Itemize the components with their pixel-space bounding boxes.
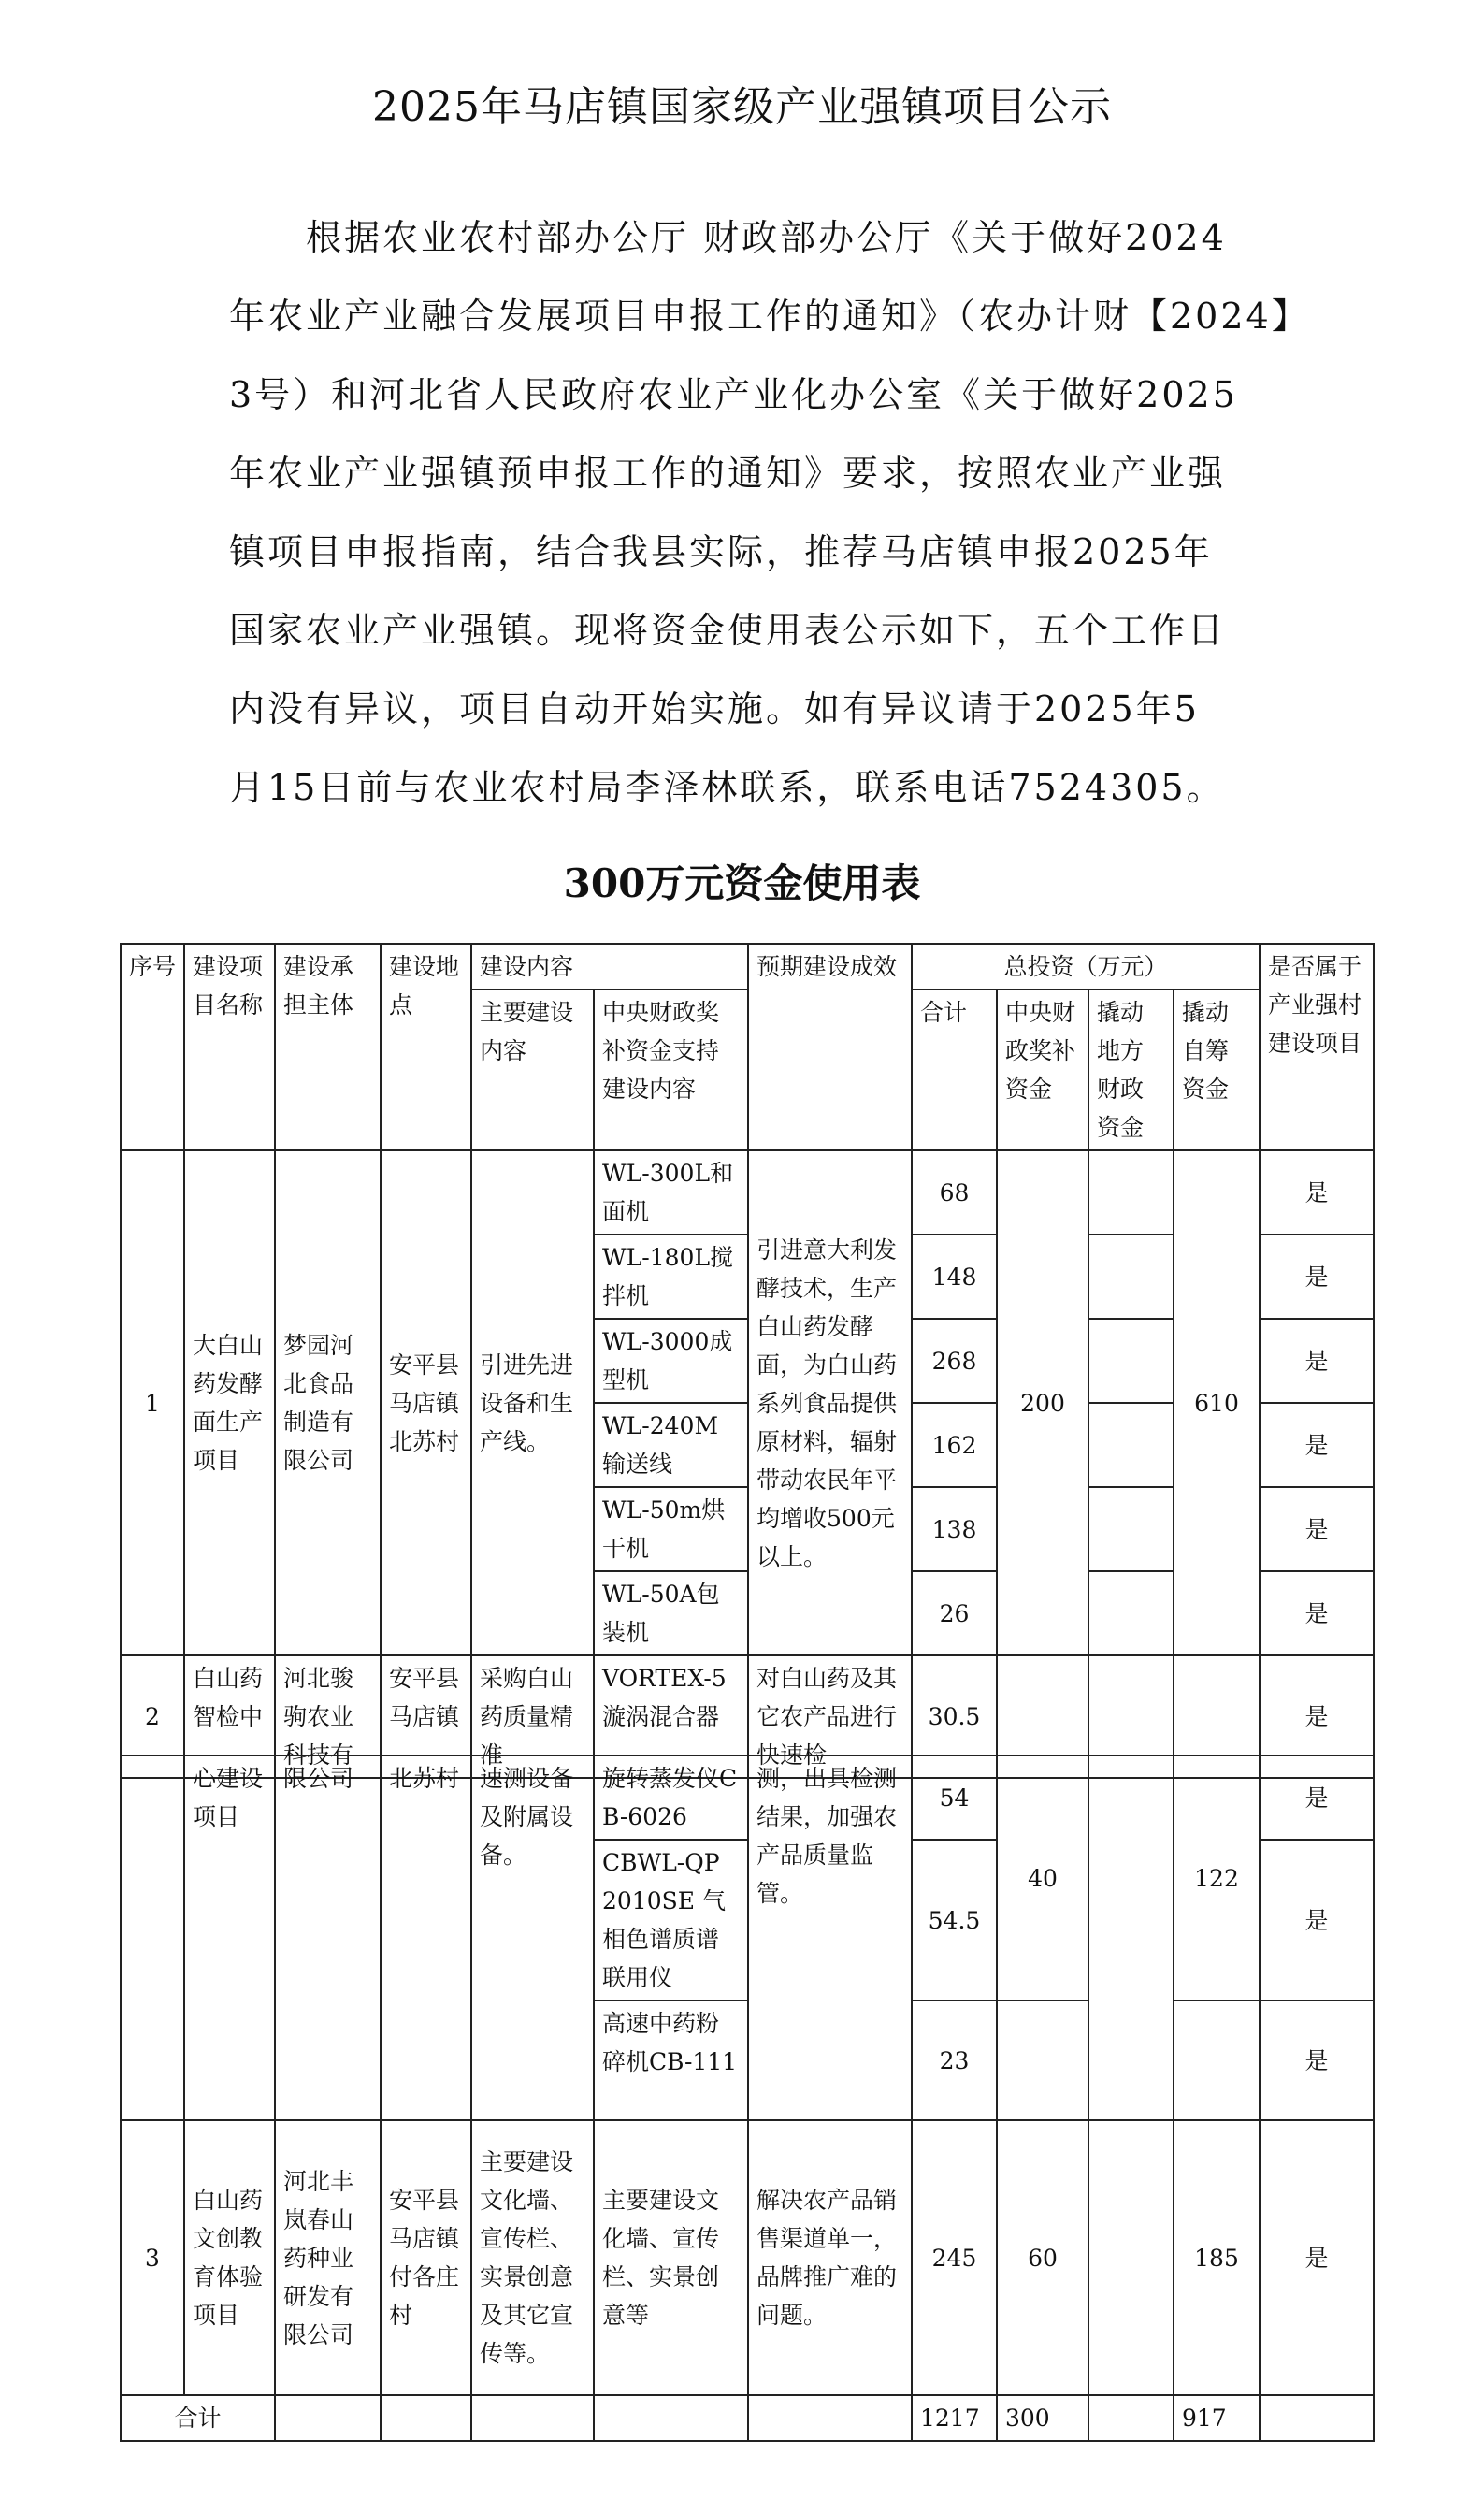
header-seq: 序号 — [121, 944, 184, 1150]
p2-main-content: 采购白山药质量精准 — [471, 1655, 594, 1778]
p2-item-subtotal: 54 — [912, 1755, 997, 1840]
p1-item-strong: 是 — [1260, 1571, 1374, 1655]
p1-item-content: WL-240M输送线 — [594, 1403, 748, 1487]
p1-self-funds: 610 — [1174, 1150, 1260, 1655]
notice-paragraph — [229, 198, 1310, 827]
p1-item-strong: 是 — [1260, 1150, 1374, 1235]
p2-name: 白山药智检中 — [184, 1655, 275, 1778]
p2-item-strong: 是 — [1260, 1840, 1374, 2001]
header-project-name: 建设项目名称 — [184, 944, 275, 1150]
p2-item-subtotal: 23 — [912, 2001, 997, 2120]
p1-main-content: 引进先进设备和生产线。 — [471, 1150, 594, 1655]
p1-local-funds — [1088, 1487, 1174, 1571]
p1-local-funds — [1088, 1150, 1174, 1235]
total-strong — [1260, 2395, 1374, 2441]
header-location: 建设地点 — [381, 944, 471, 1150]
header-total-investment: 总投资（万元） — [912, 944, 1260, 990]
paragraph-line: 根据农业农村部办公厅 财政部办公厅《关于做好2024 — [306, 217, 1227, 258]
p1-central-funds: 200 — [997, 1150, 1088, 1655]
table-title: 300万元资金使用表 — [563, 860, 921, 906]
total-subtotal: 1217 — [912, 2395, 997, 2441]
p1-item-strong: 是 — [1260, 1403, 1374, 1487]
p2-local-funds — [1088, 1755, 1174, 2120]
p1-seq: 1 — [121, 1150, 184, 1655]
p2-location: 安平县马店镇 — [381, 1655, 471, 1778]
p3-name: 白山药文创教育体验项目 — [184, 2120, 275, 2395]
p3-strong: 是 — [1260, 2120, 1374, 2395]
p1-undertaker: 梦园河北食品制造有限公司 — [275, 1150, 381, 1655]
funding-table-part1 — [120, 943, 1375, 1779]
p1-local-funds — [1088, 1319, 1174, 1403]
p2-item-subtotal: 54.5 — [912, 1840, 997, 2001]
header-content: 建设内容 — [471, 944, 748, 990]
p3-subtotal: 245 — [912, 2120, 997, 2395]
paragraph-line: 年农业产业强镇预申报工作的通知》要求，按照农业产业强 — [229, 453, 1227, 494]
p2-item-strong: 是 — [1260, 1755, 1374, 1840]
header-self-funds: 撬动自筹资金 — [1174, 990, 1260, 1150]
header-strong-village: 是否属于产业强村建设项目 — [1260, 944, 1374, 1150]
p3-main-content: 主要建设文化墙、宣传栏、实景创意及其它宣传等。 — [471, 2120, 594, 2395]
paragraph-line: 镇项目申报指南，结合我县实际，推荐马店镇申报2025年 — [229, 531, 1213, 572]
paragraph-line: 国家农业产业强镇。现将资金使用表公示如下，五个工作日 — [229, 610, 1227, 651]
p1-item-subtotal: 26 — [912, 1571, 997, 1655]
p1-item-content: WL-3000成型机 — [594, 1319, 748, 1403]
paragraph-line: 年农业产业融合发展项目申报工作的通知》（农办计财【2024】 — [229, 296, 1310, 337]
p2-undertaker: 河北骏驹农业科技有 — [275, 1655, 381, 1778]
total-self-funds: 917 — [1174, 2395, 1260, 2441]
p1-local-funds — [1088, 1235, 1174, 1319]
p1-local-funds — [1088, 1403, 1174, 1487]
p2-item-strong: 是 — [1260, 1655, 1374, 1778]
p3-central-content: 主要建设文化墙、宣传栏、实景创意等 — [594, 2120, 748, 2395]
p1-item-subtotal: 268 — [912, 1319, 997, 1403]
p2-item-content: VORTEX-5漩涡混合器 — [594, 1655, 748, 1778]
p1-item-subtotal: 68 — [912, 1150, 997, 1235]
p2-central-funds-tail — [997, 2001, 1088, 2120]
funding-table-part2 — [120, 1755, 1375, 2442]
paragraph-line: 内没有异议，项目自动开始实施。如有异议请于2025年5 — [229, 688, 1200, 730]
total-label: 合计 — [121, 2395, 275, 2441]
p2-expected-cont: 测，出具检测结果，加强农产品质量监管。 — [748, 1755, 912, 2120]
p3-undertaker: 河北丰岚春山药种业研发有限公司 — [275, 2120, 381, 2395]
p2-central-funds: 40 — [997, 1755, 1088, 2001]
p2-undertaker-cont: 限公司 — [275, 1755, 381, 2120]
header-expected: 预期建设成效 — [748, 944, 912, 1150]
total-empty — [594, 2395, 748, 2441]
p1-name: 大白山药发酵面生产项目 — [184, 1150, 275, 1655]
paragraph-line: 月15日前与农业农村局李泽林联系，联系电话7524305。 — [229, 767, 1225, 808]
p1-expected: 引进意大利发酵技术，生产白山药发酵面，为白山药系列食品提供原材料，辐射带动农民年平均增收500元以上。 — [748, 1150, 912, 1655]
header-main-content: 主要建设内容 — [471, 990, 594, 1150]
p1-location: 安平县马店镇北苏村 — [381, 1150, 471, 1655]
p2-item-content: 旋转蒸发仪CB-6026 — [594, 1755, 748, 1840]
p3-location: 安平县马店镇付各庄村 — [381, 2120, 471, 2395]
p2-seq: 2 — [121, 1655, 184, 1778]
p1-local-funds — [1088, 1571, 1174, 1655]
total-empty — [471, 2395, 594, 2441]
p2-item-content: 高速中药粉碎机CB-111 — [594, 2001, 748, 2120]
p3-expected: 解决农产品销售渠道单一，品牌推广难的问题。 — [748, 2120, 912, 2395]
p1-item-strong: 是 — [1260, 1235, 1374, 1319]
page-title: 2025年马店镇国家级产业强镇项目公示 — [372, 83, 1112, 131]
p2-seq-cont — [121, 1755, 184, 2120]
total-central-funds: 300 — [997, 2395, 1088, 2441]
p2-name-cont: 心建设项目 — [184, 1755, 275, 2120]
p3-local-funds — [1088, 2120, 1174, 2395]
p2-expected: 对白山药及其它农产品进行快速检 — [748, 1655, 912, 1778]
p1-item-content: WL-180L搅拌机 — [594, 1235, 748, 1319]
p1-item-subtotal: 148 — [912, 1235, 997, 1319]
p1-item-subtotal: 138 — [912, 1487, 997, 1571]
p2-item-subtotal: 30.5 — [912, 1655, 997, 1778]
p2-location-cont: 北苏村 — [381, 1755, 471, 2120]
p3-central-funds: 60 — [997, 2120, 1088, 2395]
p1-item-strong: 是 — [1260, 1319, 1374, 1403]
paragraph-line: 3号）和河北省人民政府农业产业化办公室《关于做好2025 — [229, 374, 1238, 415]
total-local-funds — [1088, 2395, 1174, 2441]
header-local-funds: 撬动地方财政资金 — [1088, 990, 1174, 1150]
header-subtotal: 合计 — [912, 990, 997, 1150]
p3-self-funds: 185 — [1174, 2120, 1260, 2395]
p2-self-funds: 122 — [1174, 1755, 1260, 2001]
p2-item-strong: 是 — [1260, 2001, 1374, 2120]
p2-main-content-cont: 速测设备及附属设备。 — [471, 1755, 594, 2120]
header-undertaker: 建设承担主体 — [275, 944, 381, 1150]
p3-seq: 3 — [121, 2120, 184, 2395]
total-empty — [748, 2395, 912, 2441]
p2-item-content: CBWL-QP 2010SE 气相色谱质谱联用仪 — [594, 1840, 748, 2001]
total-empty — [381, 2395, 471, 2441]
header-central-funds: 中央财政奖补资金 — [997, 990, 1088, 1150]
p1-item-content: WL-50m烘干机 — [594, 1487, 748, 1571]
p1-item-content: WL-50A包装机 — [594, 1571, 748, 1655]
p2-self-funds-tail — [1174, 2001, 1260, 2120]
p1-item-subtotal: 162 — [912, 1403, 997, 1487]
header-central-content: 中央财政奖补资金支持建设内容 — [594, 990, 748, 1150]
total-empty — [275, 2395, 381, 2441]
p1-item-content: WL-300L和面机 — [594, 1150, 748, 1235]
p1-item-strong: 是 — [1260, 1487, 1374, 1571]
